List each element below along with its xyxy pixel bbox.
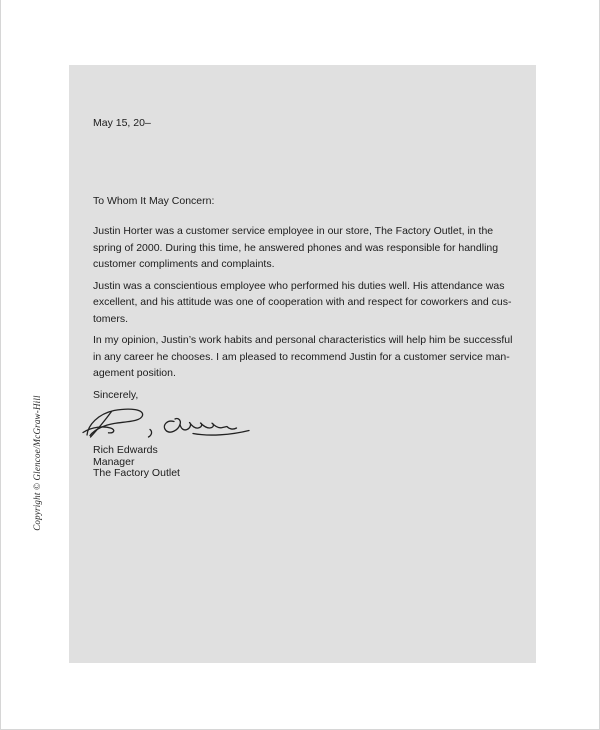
paragraph-line: customer compliments and complaints. (93, 258, 275, 270)
paragraph-line: agement position. (93, 367, 176, 379)
letter-salutation: To Whom It May Concern: (93, 194, 215, 207)
signature-block (93, 445, 507, 480)
paragraph-line: In my opinion, Justin’s work habits and personal characteristics will help him be successful (93, 334, 513, 346)
letter-paragraph-3 (93, 332, 513, 382)
letter-paragraph-2 (93, 278, 512, 328)
signer-title: Manager (93, 455, 135, 468)
paragraph-line: Justin was a conscientious employee who performed his duties well. His attendance was (93, 279, 505, 292)
copyright-text: Copyright © Glencoe/McGraw-Hill (32, 395, 42, 531)
paragraph-line: tomers. (93, 312, 129, 325)
signer-company: The Factory Outlet (93, 467, 180, 480)
paragraph-line: spring of 2000. During this time, he answered phones and was responsible for handling (93, 241, 499, 254)
signature-image (81, 406, 251, 442)
paragraph-line: Justin Horter was a customer service employee in our store, The Factory Outlet, in the (93, 225, 494, 237)
letter-closing: Sincerely, (93, 388, 139, 401)
paragraph-line: excellent, and his attitude was one of cooperation with and respect for coworkers and cus- (93, 296, 512, 308)
letter-page (69, 65, 536, 663)
signer-name: Rich Edwards (93, 444, 158, 456)
paragraph-line: in any career he chooses. I am pleased to recommend Justin for a customer service man- (93, 350, 510, 363)
letter-date: May 15, 20– (93, 117, 151, 129)
letter-paragraph-1 (93, 223, 507, 273)
